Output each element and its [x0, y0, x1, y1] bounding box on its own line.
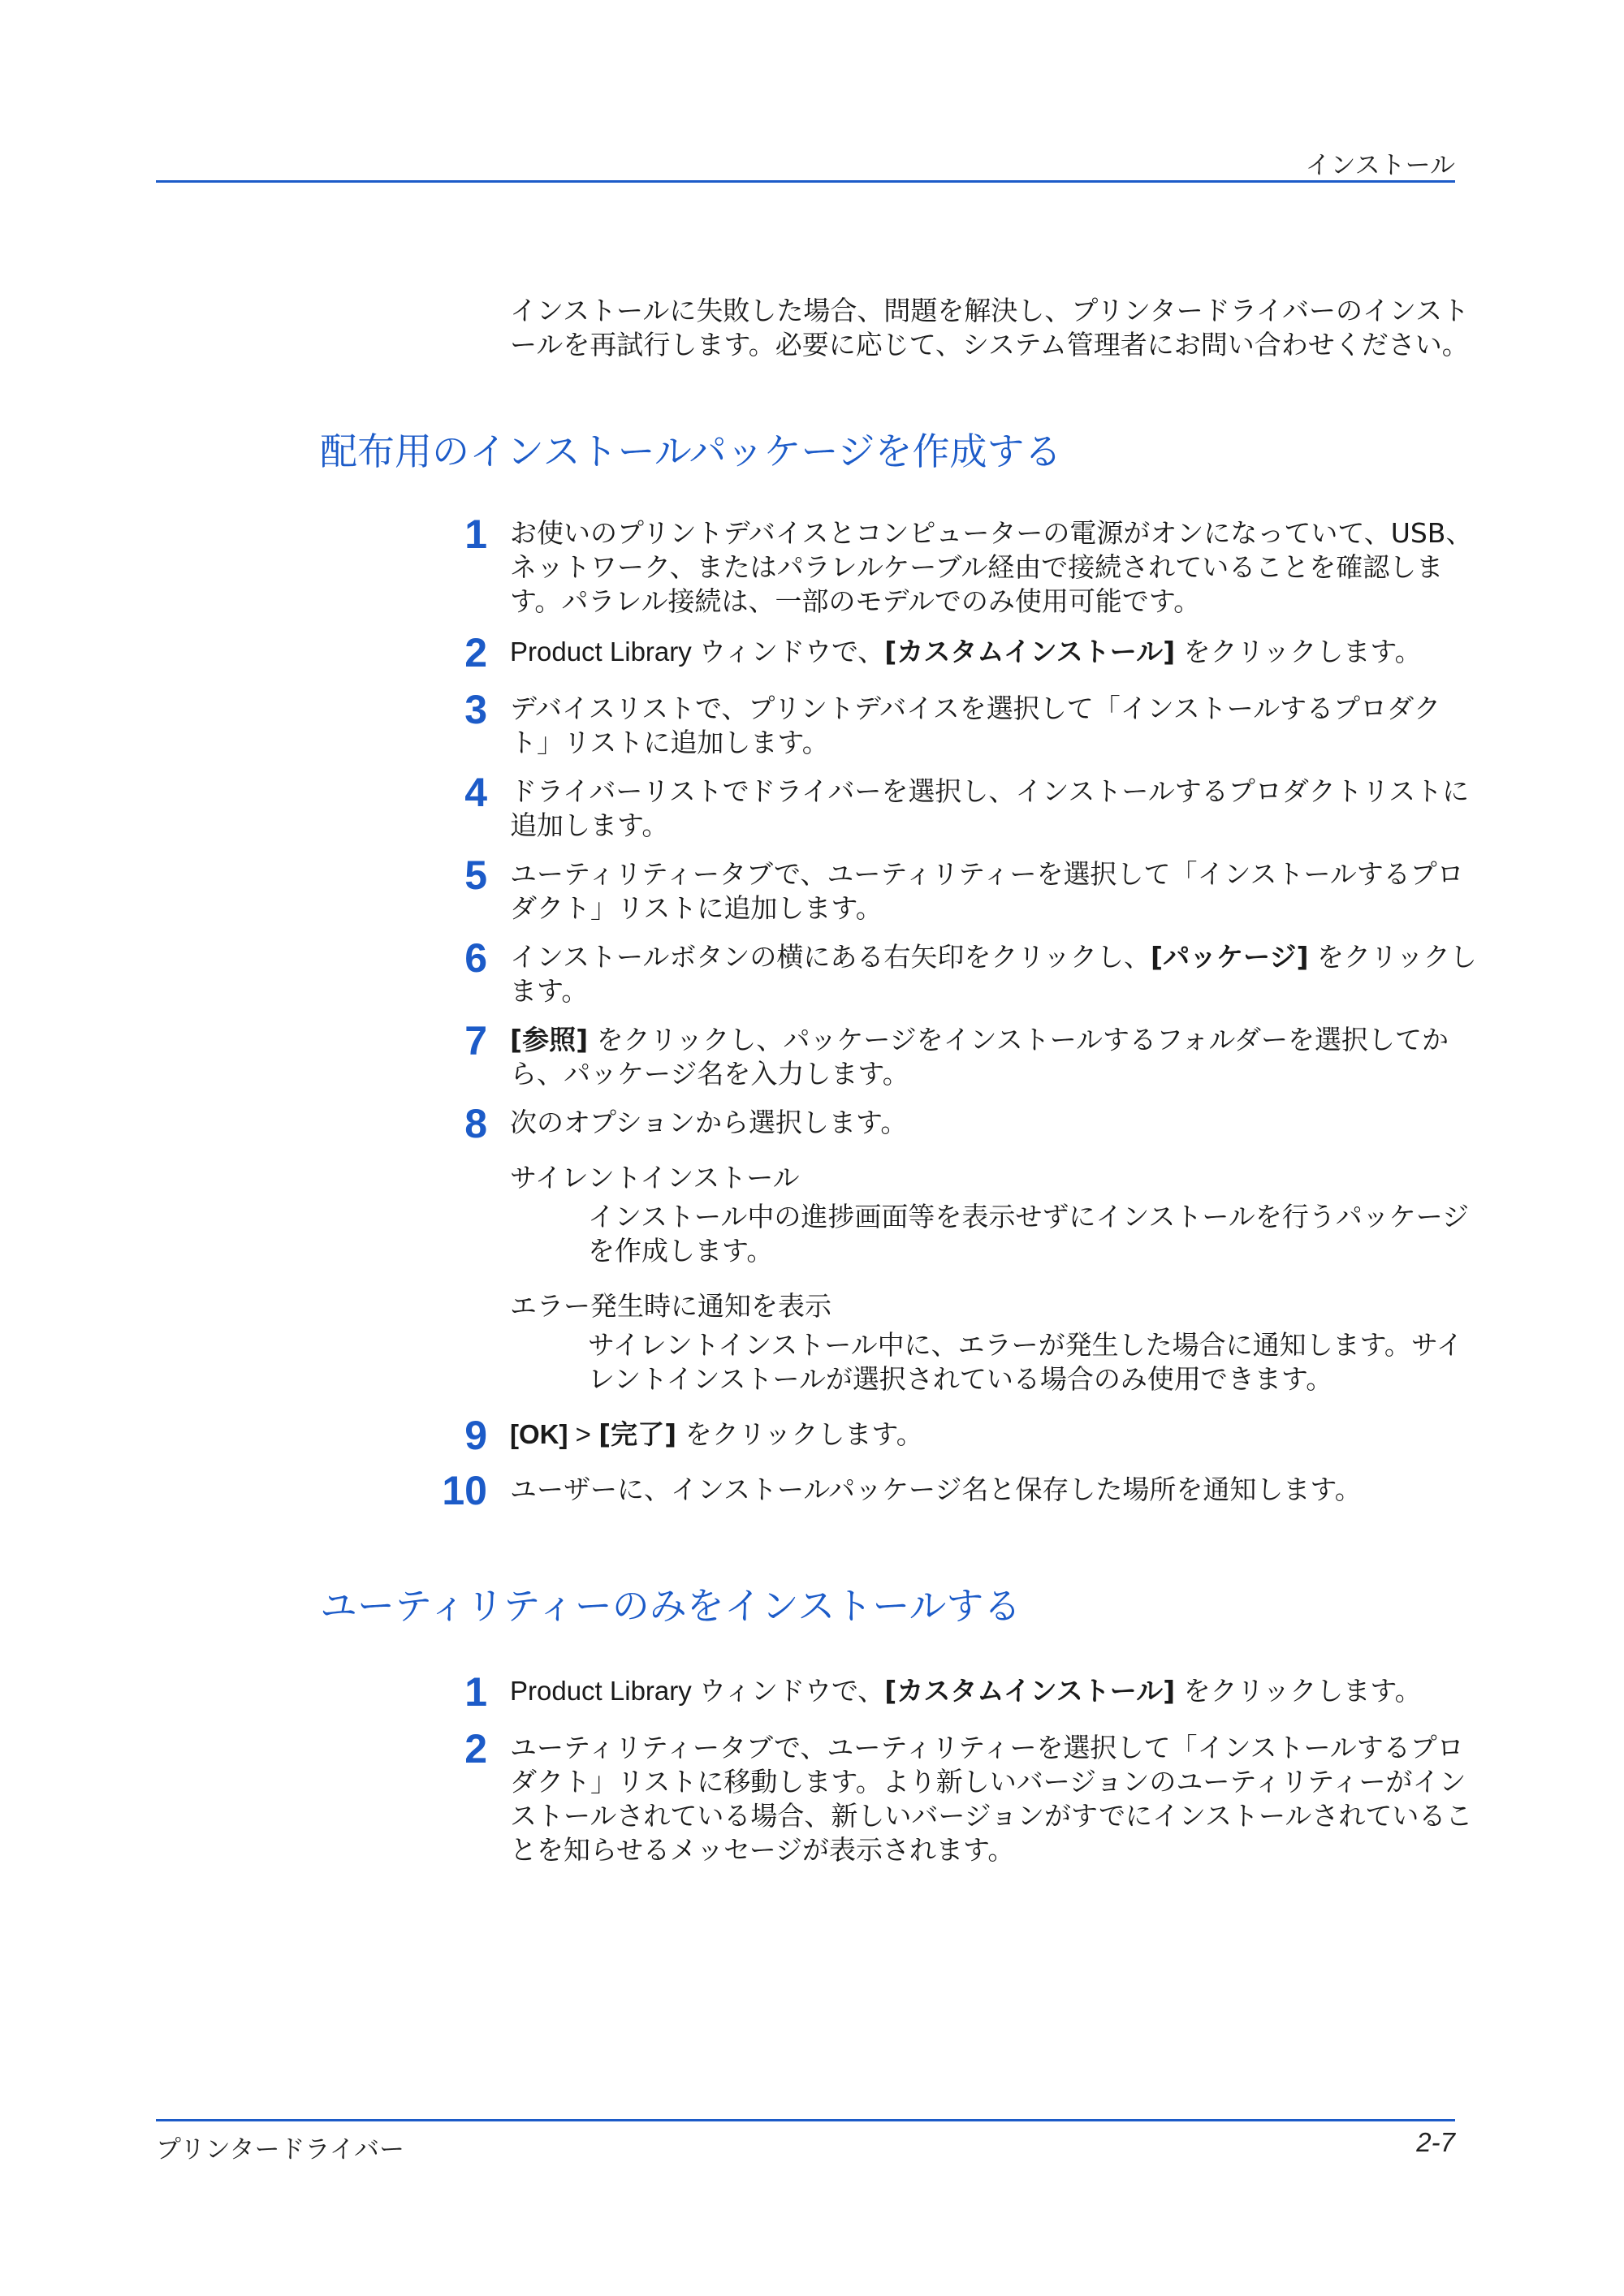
step-number: 4: [464, 770, 487, 815]
step-number: 7: [464, 1018, 487, 1064]
step-text: お使いのプリントデバイスとコンピューターの電源がオンになっていて、USB、ネットワーク、またはパラレルケーブル経由で接続されていることを確認します。パラレル接続は、一部のモデルでのみ使用可能です。: [510, 517, 1473, 617]
step-number: 8: [464, 1101, 487, 1146]
step-number: 9: [464, 1413, 487, 1458]
ui-label: [カスタムインストール]: [884, 1675, 1176, 1707]
step-number: 6: [464, 935, 487, 981]
page-number: 2-7: [1416, 2127, 1455, 2157]
step-text: 次のオプションから選択します。: [510, 1107, 908, 1138]
step-number: 5: [464, 852, 487, 898]
package-steps: [422, 511, 1478, 1521]
step-text-post: をクリックします。: [676, 1418, 923, 1450]
step-text-pre: Product Library ウィンドウで、: [510, 1676, 885, 1706]
intro-paragraph: インストールに失敗した場合、問題を解決し、プリンタードライバーのインストールを再試行します。必要に応じて、システム管理者にお問い合わせください。: [510, 295, 1470, 360]
step: [422, 687, 1478, 760]
ui-label: [OK]: [510, 1419, 568, 1449]
ui-label: [完了]: [598, 1418, 677, 1450]
ui-label: [参照]: [510, 1024, 589, 1055]
option-term: サイレントインストール: [510, 1162, 800, 1193]
step: [422, 852, 1478, 926]
step-text: ユーティリティータブで、ユーティリティーを選択して「インストールするプロダクト」リストに追加します。: [510, 858, 1464, 924]
footer-title: プリンタードライバー: [156, 2135, 404, 2164]
ui-label: [パッケージ]: [1151, 941, 1309, 973]
step-text-post: をクリックします。: [510, 941, 1477, 1007]
step-number: 1: [464, 1669, 487, 1715]
step: [422, 935, 1478, 1008]
step-text: ユーティリティータブで、ユーティリティーを選択して「インストールするプロダクト」リストに移動します。より新しいバージョンのユーティリティーがインストールされている場合、新しいバージョンがすでにインストールされていることを知らせるメッセージが表示されます。: [510, 1732, 1473, 1866]
ui-label: [カスタムインストール]: [884, 636, 1176, 667]
step-number: 2: [464, 630, 487, 675]
step-number: 10: [442, 1468, 487, 1513]
step: [422, 1726, 1478, 1867]
step-text-pre: Product Library ウィンドウで、: [510, 637, 885, 667]
step: [422, 1413, 1478, 1458]
option-description: インストール中の進捗画面等を表示せずにインストールを行うパッケージを作成します。: [588, 1201, 1470, 1267]
step-number: 1: [464, 511, 487, 557]
option-term: エラー発生時に通知を表示: [510, 1290, 831, 1322]
step-text-pre: インストールボタンの横にある右矢印をクリックし、: [510, 941, 1151, 973]
utility-steps: [422, 1669, 1478, 1882]
step-text: デバイスリストで、プリントデバイスを選択して「インストールするプロダクト」リストに追加します。: [510, 693, 1441, 758]
step: [422, 1468, 1478, 1513]
step-text-post: をクリックし、パッケージをインストールするフォルダーを選択してから、パッケージ名を入力します。: [510, 1024, 1449, 1090]
header-rule: [156, 180, 1455, 183]
running-header: インストール: [1305, 151, 1455, 180]
step-text-post: をクリックします。: [1175, 636, 1422, 667]
section-title-utility: ユーティリティーのみをインストールする: [320, 1584, 1021, 1628]
step: [422, 770, 1478, 843]
step-number: 3: [464, 687, 487, 732]
step: [422, 1018, 1478, 1091]
step: [422, 1669, 1478, 1715]
option-description: サイレントインストール中に、エラーが発生した場合に通知します。サイレントインストールが選択されている場合のみ使用できます。: [588, 1329, 1463, 1395]
separator: >: [568, 1419, 599, 1449]
step-text: ユーザーに、インストールパッケージ名と保存した場所を通知します。: [510, 1474, 1362, 1505]
footer-rule: [156, 2119, 1455, 2121]
step-text-post: をクリックします。: [1175, 1675, 1422, 1707]
step: [422, 1101, 1478, 1146]
step: [422, 630, 1478, 675]
step: [422, 511, 1478, 619]
section-title-package: 配布用のインストールパッケージを作成する: [320, 429, 1062, 473]
step-text: ドライバーリストでドライバーを選択し、インストールするプロダクトリストに追加します。: [510, 775, 1470, 841]
step-number: 2: [464, 1726, 487, 1772]
